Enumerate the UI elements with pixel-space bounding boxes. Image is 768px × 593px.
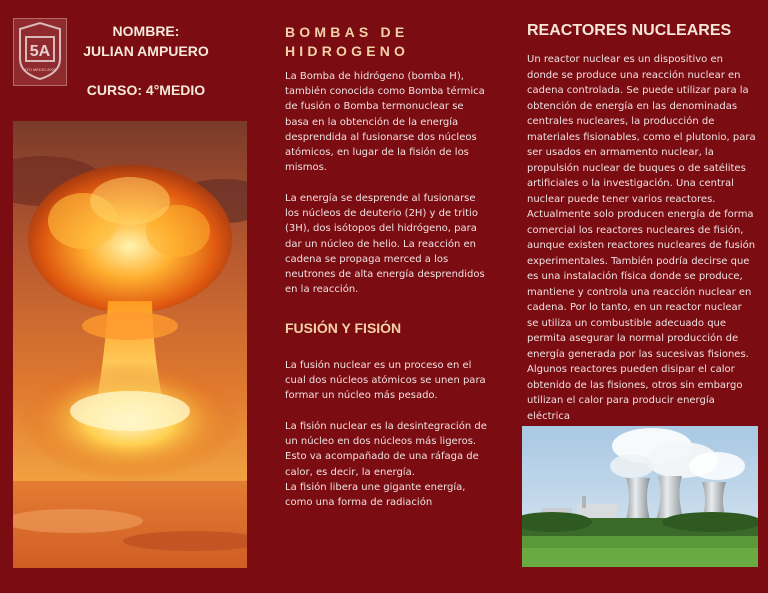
- nuclear-plant-image: [522, 426, 758, 567]
- course-label: CURSO: 4°MEDIO: [86, 82, 206, 98]
- explosion-image: [13, 121, 247, 568]
- bombas-title-line2: HIDROGENO: [285, 43, 410, 59]
- bombas-paragraph-1: La Bomba de hidrógeno (bomba H), también conocida como Bomba térmica de fusión o Bomba termonuclear se basa en la obtención de la energía desprendida al fusionarse dos núcleos atómicos, en lugar de la fisión de los mismos.: [285, 71, 485, 174]
- reactores-title: REACTORES NUCLEARES: [527, 22, 732, 39]
- bombas-title-line1: BOMBAS DE: [285, 24, 409, 40]
- bombas-paragraph-2: La energía se desprende al fusionarse los núcleos de deuterio (2H) y de tritio (3H), dos isótopos del hidrógeno, para dar un núcleo de helio. La reacción en cadena se propaga merced a los neutrones de alta energía desprendidos en la reacción.: [285, 193, 485, 296]
- fision-energy-paragraph: La fisión libera une gigante energía, como una forma de radiación: [285, 481, 466, 509]
- school-logo: [13, 18, 67, 86]
- logo-letters: 5A: [29, 43, 51, 60]
- name-label: NOMBRE:: [112, 23, 180, 39]
- bombas-title: [285, 23, 485, 61]
- fusion-paragraph-1: La fusión nuclear es un proceso en el cual dos núcleos atómicos se unen para formar un núcleo más pesado.: [285, 360, 486, 402]
- fusion-title: FUSIÓN Y FISIÓN: [285, 320, 402, 336]
- logo-subtitle: 4TO MEDIO 2020: [24, 67, 56, 72]
- name-value: JULIAN AMPUERO: [83, 43, 209, 59]
- fusion-paragraph-2: [285, 419, 490, 510]
- reactores-paragraph: Un reactor nuclear es un dispositivo en donde se produce una reacción nuclear en cadena controlada. Se puede utilizar para la obtención de energía en las denominadas centrales nucleares, la producción de materiales fisionables, como el plutonio, para ser usados en armamento nuclear, la propulsión nuclear de buques o de satélites artificiales o la investigación. Una central nuclear puede tener varios reactores. Actualmente solo producen energía de forma comercial los reactores nucleares de fisión, aunque existen reactores nucleares de fusión experimentales. También podría decirse que es una instalación física donde se produce, mantiene y controla una reacción nuclear en cadena. Por lo tanto, en un reactor nuclear se utiliza un combustible adecuado que permita asegurar la normal producción de energía generada por las sucesivas fisiones. Algunos reactores pueden disipar el calor obtenido de las fisiones, otros sin embargo utilizan el calor para producir energía eléctrica: [527, 54, 756, 422]
- fision-paragraph: La fisión nuclear es la desintegración de un núcleo en dos núcleos más ligeros. Esto va acompañado de una ráfaga de calor, es decir, la energía.: [285, 421, 487, 478]
